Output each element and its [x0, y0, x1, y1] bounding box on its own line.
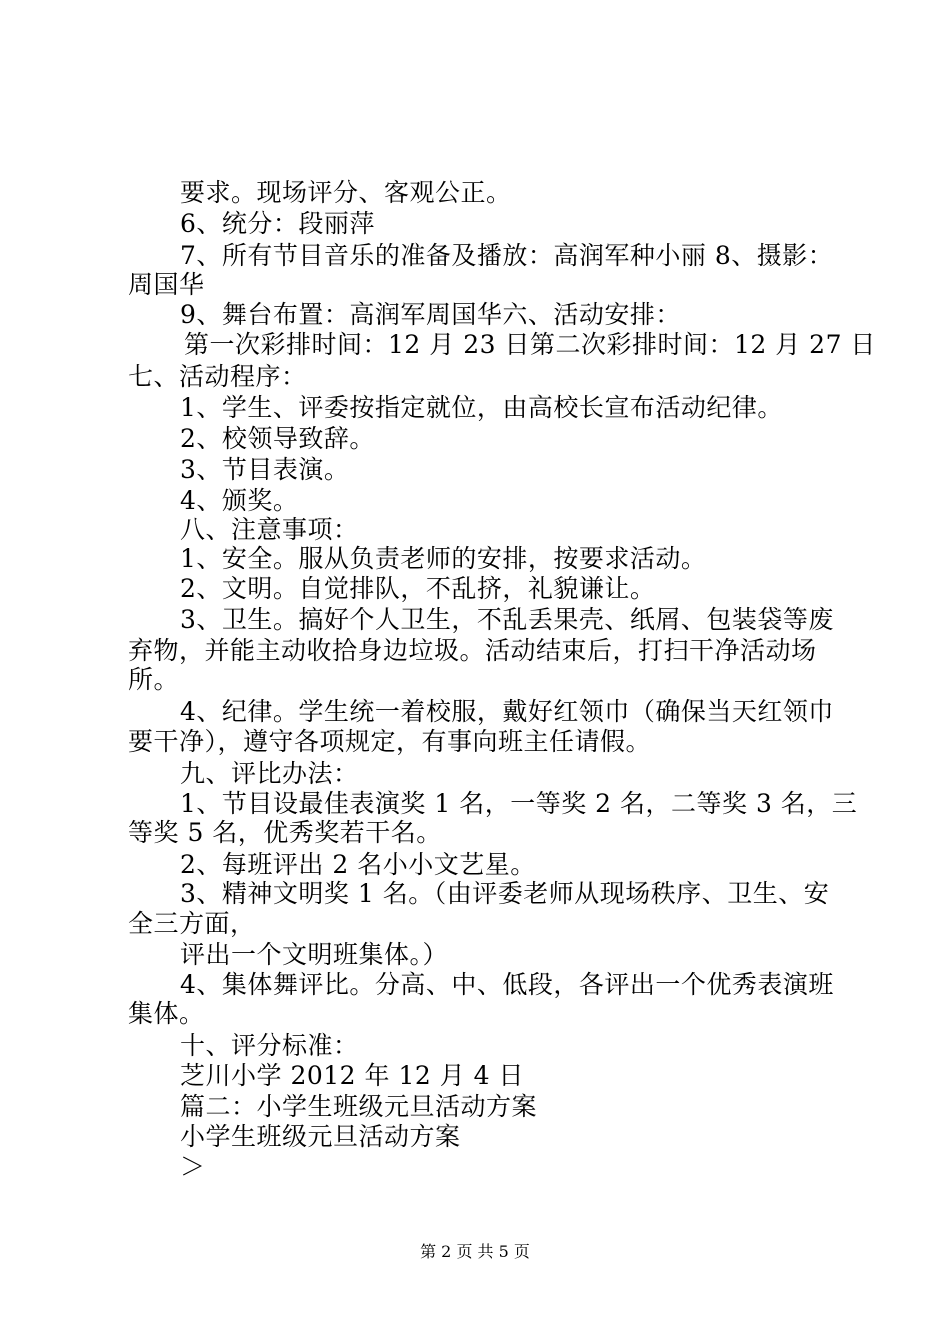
text-line: 所。: [128, 665, 180, 694]
text-line: 周国华: [128, 270, 205, 299]
text-line: ＞: [180, 1152, 206, 1181]
text-line: 3、节目表演。: [180, 455, 350, 484]
text-line: 要求。现场评分、客观公正。: [180, 178, 512, 207]
signature-date: 芝川小学 2012 年 12 月 4 日: [180, 1061, 525, 1090]
text-line: 等奖 5 名，优秀奖若干名。: [128, 818, 442, 847]
text-line: 4、颁奖。: [180, 486, 299, 515]
text-line: 1、安全。服从负责老师的安排，按要求活动。: [180, 544, 707, 573]
text-line: 2、文明。自觉排队，不乱挤，礼貌谦让。: [180, 574, 656, 603]
text-line: 七、活动程序：: [128, 362, 307, 391]
text-line: 7、所有节目音乐的准备及播放：高润军种小丽 8、摄影：: [180, 241, 834, 270]
text-line: 小学生班级元旦活动方案: [180, 1122, 461, 1151]
section-heading: 十、评分标准：: [180, 1031, 359, 1060]
text-line: 弃物，并能主动收拾身边垃圾。活动结束后，打扫干净活动场: [128, 636, 817, 665]
text-line: 4、纪律。学生统一着校服，戴好红领巾（确保当天红领巾: [180, 697, 834, 726]
text-line: 评出一个文明班集体。）: [180, 940, 449, 969]
text-line: 2、每班评出 2 名小小文艺星。: [180, 850, 536, 879]
section-heading: 九、评比办法：: [180, 759, 359, 788]
section-heading: 篇二：小学生班级元旦活动方案: [180, 1092, 538, 1121]
text-line: 3、卫生。搞好个人卫生，不乱丢果壳、纸屑、包装袋等废: [180, 605, 834, 634]
page-number-footer: 第 2 页 共 5 页: [420, 1242, 530, 1261]
text-line: 集体。: [128, 999, 205, 1028]
text-line: 第一次彩排时间：12 月 23 日第二次彩排时间：12 月 27 日: [184, 330, 876, 359]
text-line: 2、校领导致辞。: [180, 424, 375, 453]
text-line: 全三方面，: [128, 909, 256, 938]
text-line: 9、舞台布置：高润军周国华六、活动安排：: [180, 300, 681, 329]
section-heading: 八、注意事项：: [180, 515, 359, 544]
text-line: 6、统分：段丽萍: [180, 209, 375, 238]
text-line: 1、学生、评委按指定就位，由高校长宣布活动纪律。: [180, 393, 783, 422]
text-line: 3、精神文明奖 1 名。（由评委老师从现场秩序、卫生、安: [180, 879, 830, 908]
text-line: 1、节目设最佳表演奖 1 名，一等奖 2 名，二等奖 3 名，三: [180, 789, 858, 818]
text-line: 要干净），遵守各项规定，有事向班主任请假。: [128, 727, 652, 756]
text-line: 4、集体舞评比。分高、中、低段，各评出一个优秀表演班: [180, 970, 834, 999]
